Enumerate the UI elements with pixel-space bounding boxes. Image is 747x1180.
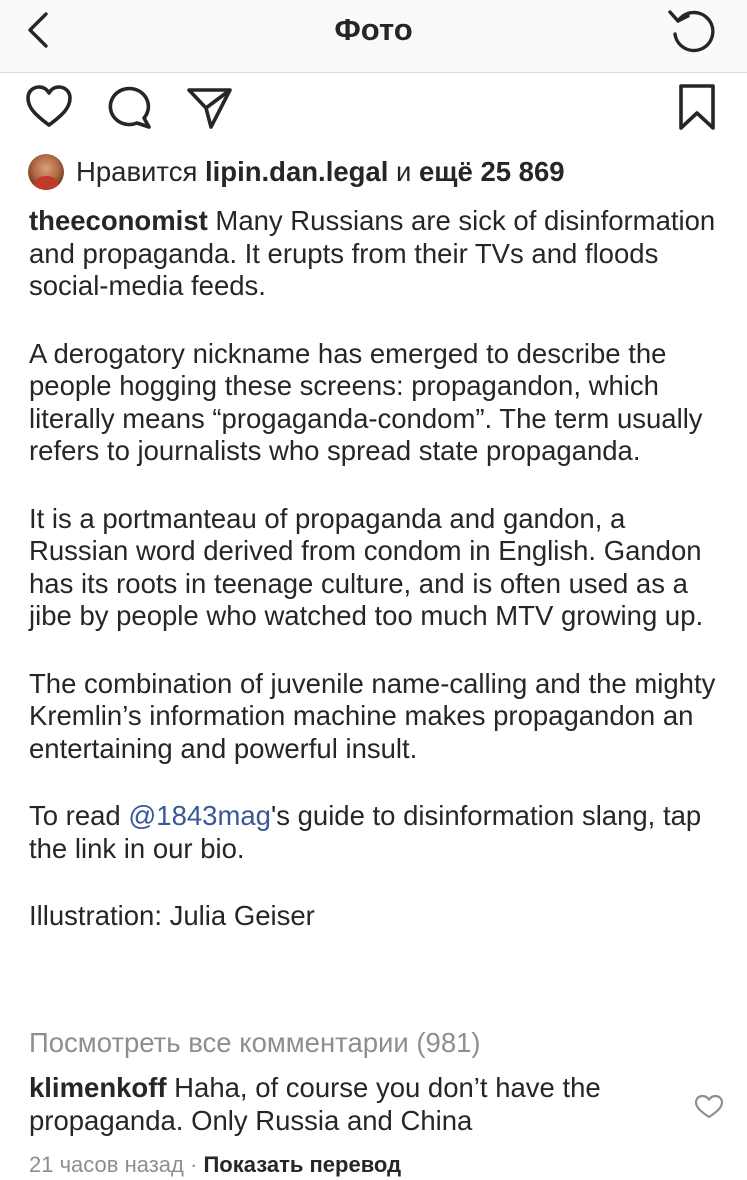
- caption-text: Many Russians are sick of disinformation and propaganda. It erupts from their TVs and floods social-media feeds.: [29, 205, 716, 301]
- read-suffix: 's guide to disinformation slang, tap the link in our bio.: [29, 800, 702, 864]
- comment-button[interactable]: [104, 82, 154, 132]
- likes-summary: [28, 152, 565, 192]
- share-button[interactable]: [184, 82, 234, 132]
- caption-paragraph: [29, 800, 729, 865]
- likes-user-link[interactable]: lipin.dan.legal: [205, 156, 389, 187]
- show-translation-link[interactable]: Показать перевод: [203, 1152, 402, 1177]
- comment-item: [29, 1072, 669, 1137]
- refresh-button[interactable]: [664, 4, 720, 54]
- heart-icon: [24, 82, 74, 132]
- save-button[interactable]: [672, 82, 722, 132]
- bookmark-icon: [672, 82, 722, 132]
- illustration-credit: Illustration: Julia Geiser: [29, 900, 315, 931]
- read-prefix: To read: [29, 800, 121, 831]
- post-caption: [29, 205, 729, 968]
- likes-conj: и: [396, 156, 412, 187]
- likes-text: [76, 152, 565, 192]
- caption-paragraph: The combination of juvenile name-calling and the mighty Kremlin’s information machine makes propagandon an entertaining and powerful insult.: [29, 667, 716, 764]
- comment-meta: [29, 1150, 401, 1180]
- comment-text: Haha, of course you don’t have the propaganda. Only Russia and China: [29, 1072, 601, 1136]
- caption-paragraph: It is a portmanteau of propaganda and gandon, a Russian word derived from condom in English. Gandon has its roots in teenage culture, and is often used as a jibe by people who watched too much MTV growing up.: [29, 502, 704, 631]
- comment-icon: [104, 82, 154, 132]
- comment-author-link[interactable]: klimenkoff: [29, 1072, 167, 1103]
- refresh-icon: [664, 4, 720, 54]
- likes-count-link[interactable]: ещё 25 869: [419, 156, 565, 187]
- likes-prefix: Нравится: [76, 156, 198, 187]
- paper-plane-icon: [184, 82, 234, 132]
- mention-link[interactable]: @1843mag: [128, 800, 271, 831]
- caption-paragraph: A derogatory nickname has emerged to describe the people hogging these screens: propagandon, which literally means “progaganda-condom”. The term usually refers to journalists who spread state propaganda.: [29, 337, 703, 466]
- like-button[interactable]: [24, 82, 74, 132]
- caption-author-link[interactable]: theeconomist: [29, 205, 208, 236]
- chevron-left-icon: [22, 8, 56, 52]
- view-all-comments-link[interactable]: Посмотреть все комментарии (981): [29, 1027, 481, 1058]
- heart-icon: [694, 1094, 724, 1120]
- meta-separator: ·: [189, 1152, 198, 1177]
- avatar[interactable]: [28, 154, 64, 190]
- page-title: Фото: [334, 12, 413, 47]
- caption-paragraph: [29, 205, 729, 303]
- comment-timestamp: 21 часов назад: [29, 1152, 184, 1177]
- post-actions: [0, 74, 747, 136]
- top-navbar: [0, 0, 747, 73]
- back-button[interactable]: [22, 8, 56, 52]
- comment-like-button[interactable]: [694, 1094, 724, 1120]
